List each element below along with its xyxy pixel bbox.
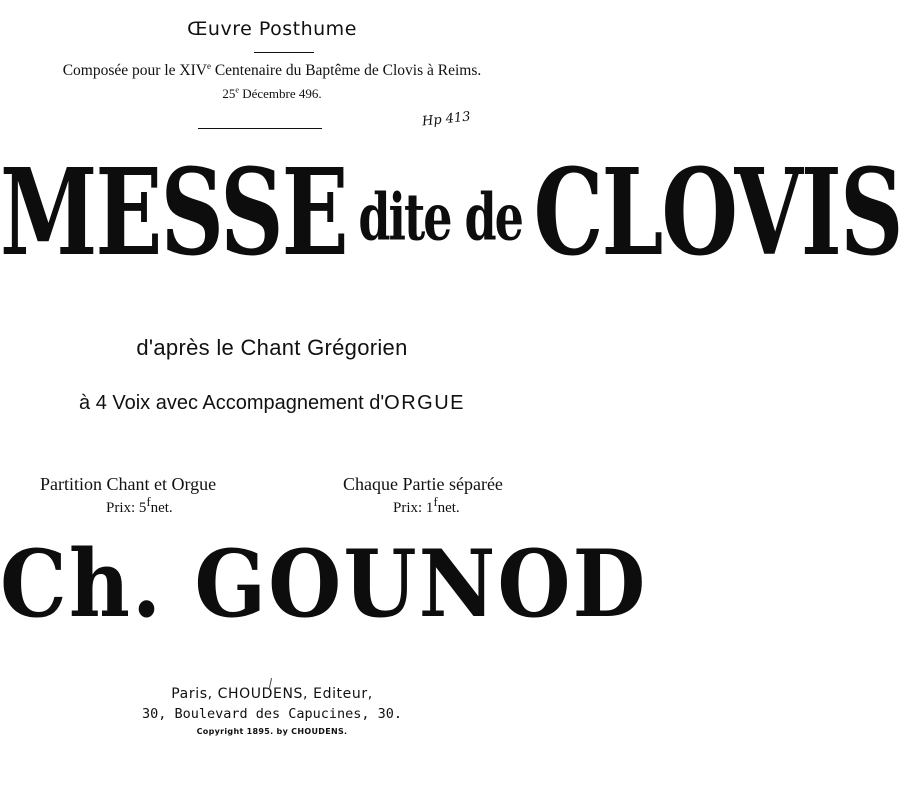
title-dite-de: dite de: [358, 179, 522, 255]
voices-line: [0, 392, 544, 415]
left-price-prefix: Prix: 5: [106, 500, 147, 516]
dedication-date: [0, 86, 544, 102]
date-rest: Décembre 496.: [242, 86, 322, 101]
left-price-suffix: net.: [150, 500, 173, 516]
dedication-line: [0, 62, 544, 80]
edition-right-price: [393, 495, 460, 517]
main-title: [0, 141, 902, 283]
right-price-sup: f: [433, 495, 438, 509]
publisher-address: 30, Boulevard des Capucines, 30.: [141, 706, 403, 722]
right-price-suffix: net.: [437, 500, 460, 516]
left-price-sup: f: [146, 495, 151, 509]
composer-text: Ch. GOUNOD: [0, 529, 648, 638]
dedication-prefix: Composée pour le XIV: [62, 62, 207, 79]
subtitle-chant-gregorien: d'après le Chant Grégorien: [136, 335, 408, 360]
title-messe: MESSE: [0, 141, 347, 283]
handwritten-shelfmark: Hp 413: [421, 109, 472, 130]
right-price-prefix: Prix: 1: [393, 500, 434, 516]
voices-text: à 4 Voix avec Accompagnement d': [79, 392, 385, 414]
date-sup: e: [235, 85, 239, 95]
dedication-sup: e: [206, 60, 211, 71]
title-clovis: CLOVIS: [533, 141, 902, 283]
oeuvre-posthume-heading: Œuvre Posthume: [187, 18, 357, 40]
divider-long: [198, 128, 322, 129]
date-day: 25: [222, 86, 236, 101]
composer-name: [0, 529, 648, 638]
copyright-notice: Copyright 1895. by CHOUDENS.: [196, 727, 348, 736]
edition-left-title: Partition Chant et Orgue: [40, 474, 217, 494]
edition-left-price: [106, 495, 173, 517]
dedication-suffix: Centenaire du Baptême de Clovis à Reims.: [210, 62, 482, 79]
divider-short: [254, 52, 314, 53]
edition-right-title: Chaque Partie séparée: [343, 474, 503, 494]
publisher-name: Paris, CHOUDENS, Editeur,: [171, 686, 373, 702]
voices-orgue: ORGUE: [384, 392, 465, 414]
